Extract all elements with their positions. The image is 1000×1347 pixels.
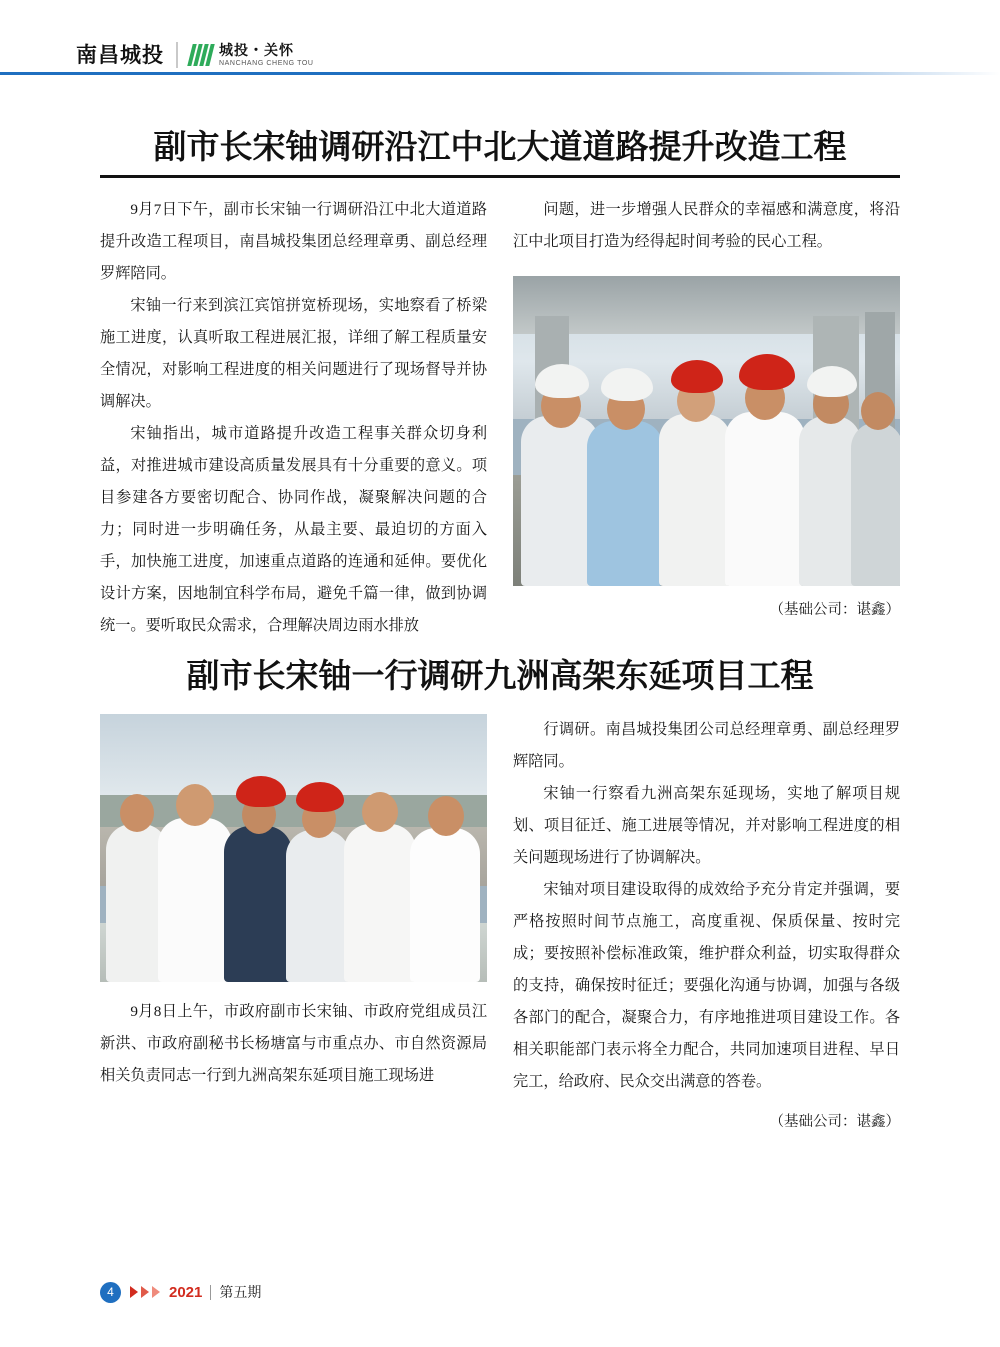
photo-helmet-red bbox=[296, 782, 344, 812]
paragraph: 行调研。南昌城投集团公司总经理章勇、副总经理罗辉陪同。 bbox=[513, 721, 900, 771]
article-1-title: 副市长宋铀调研沿江中北大道道路提升改造工程 bbox=[100, 126, 900, 178]
photo-helmet-red bbox=[739, 354, 795, 390]
photo-person-head bbox=[176, 784, 214, 826]
photo-person bbox=[344, 824, 416, 982]
page-header bbox=[0, 0, 1000, 86]
article-2-right-column bbox=[513, 714, 900, 1131]
photo-person-head bbox=[362, 792, 398, 832]
brand-lockup bbox=[76, 38, 314, 72]
photo-person bbox=[410, 828, 480, 982]
header-rule bbox=[0, 72, 1000, 75]
photo-person bbox=[286, 830, 350, 982]
header-rule-accent bbox=[0, 72, 60, 75]
brand-divider bbox=[176, 42, 178, 68]
paragraph: 9月8日上午，市政府副市长宋铀、市政府党组成员江新洪、市政府副秘书长杨塘富与市重点办、市自然资源局相关负责同志一行到九洲高架东延项目施工现场进 bbox=[100, 1003, 487, 1085]
article-2-credit: （基础公司：谌鑫） bbox=[769, 1114, 900, 1131]
brand-name: 南昌城投 bbox=[76, 43, 164, 67]
article-1-credit: （基础公司：谌鑫） bbox=[769, 602, 900, 619]
photo-helmet-white bbox=[535, 364, 589, 398]
stripes-icon bbox=[187, 44, 214, 66]
article-1-columns bbox=[100, 194, 900, 642]
photo-person bbox=[725, 412, 805, 586]
photo-helmet-white bbox=[807, 366, 857, 397]
photo-person-head bbox=[428, 796, 464, 836]
brand-subtitle-en: NANCHANG CHENG TOU bbox=[219, 59, 314, 67]
photo-person bbox=[158, 818, 232, 982]
photo-person-head bbox=[120, 794, 154, 832]
photo-person bbox=[659, 414, 731, 586]
article-section-1 bbox=[100, 126, 900, 642]
brand-mark bbox=[190, 43, 314, 67]
page-footer bbox=[100, 1281, 261, 1303]
photo-sky bbox=[100, 714, 487, 805]
page-number-badge: 4 bbox=[100, 1282, 121, 1303]
paragraph: 9月7日下午，副市长宋铀一行调研沿江中北大道道路提升改造工程项目，南昌城投集团总经理章勇、副总经理罗辉陪同。 bbox=[100, 201, 487, 283]
footer-divider bbox=[210, 1285, 211, 1300]
footer-issue: 第五期 bbox=[219, 1286, 262, 1301]
paragraph: 宋铀对项目建设取得的成效给予充分肯定并强调，要严格按照时间节点施工，高度重视、保质保量、按时完成；要按照补偿标准政策，维护群众利益，切实取得群众的支持，确保按时征迁；要强化沟通与协调，加强与各级各部门的配合，凝聚合力，有序地推进项目建设工作。各相关职能部门表示将全力配合，共同加速项目进程、早日完工，给政府、民众交出满意的答卷。 bbox=[513, 881, 900, 1091]
article-2-left-column bbox=[100, 714, 487, 1131]
photo-helmet-red bbox=[671, 360, 723, 393]
paragraph: 宋铀一行来到滨江宾馆拼宽桥现场，实地察看了桥梁施工进度，认真听取工程进展汇报，详细了解工程质量安全情况，对影响工程进度的相关问题进行了现场督导并协调解决。 bbox=[100, 297, 487, 411]
article-section-2 bbox=[100, 655, 900, 1131]
chevrons-icon bbox=[130, 1286, 160, 1298]
brand-subtitle-cn: 城投・关怀 bbox=[219, 41, 294, 58]
photo-person bbox=[224, 826, 292, 982]
photo-helmet-red bbox=[236, 776, 286, 807]
photo-helmet-white bbox=[601, 368, 653, 401]
article-1-photo bbox=[513, 276, 900, 586]
article-2-title: 副市长宋铀一行调研九洲高架东延项目工程 bbox=[186, 657, 814, 694]
article-2-columns bbox=[100, 714, 900, 1131]
paragraph: 宋铀指出，城市道路提升改造工程事关群众切身利益，对推进城市建设高质量发展具有十分重要的意义。项目参建各方要密切配合、协同作战，凝聚解决问题的合力；同时进一步明确任务，从最主要、最迫切的方面入手，加快施工进度，加速重点道路的连通和延伸。要优化设计方案，因地制宜科学布局，避免千篇一律，做到协调统一。要听取民众需求，合理解决周边雨水排放 bbox=[100, 425, 487, 635]
article-2-photo bbox=[100, 714, 487, 982]
paragraph: 问题，进一步增强人民群众的幸福感和满意度，将沿江中北项目打造为经得起时间考验的民心工程。 bbox=[513, 201, 900, 251]
brand-subtitle bbox=[219, 43, 314, 67]
footer-year: 2021 bbox=[169, 1283, 203, 1301]
article-1-left-column bbox=[100, 194, 487, 642]
photo-person bbox=[851, 422, 900, 586]
photo-person-head bbox=[861, 392, 895, 430]
paragraph: 宋铀一行察看九洲高架东延现场，实地了解项目规划、项目征迁、施工进展等情况，并对影响工程进度的相关问题现场进行了协调解决。 bbox=[513, 785, 900, 867]
article-1-right-column bbox=[513, 194, 900, 642]
photo-person bbox=[587, 421, 663, 586]
